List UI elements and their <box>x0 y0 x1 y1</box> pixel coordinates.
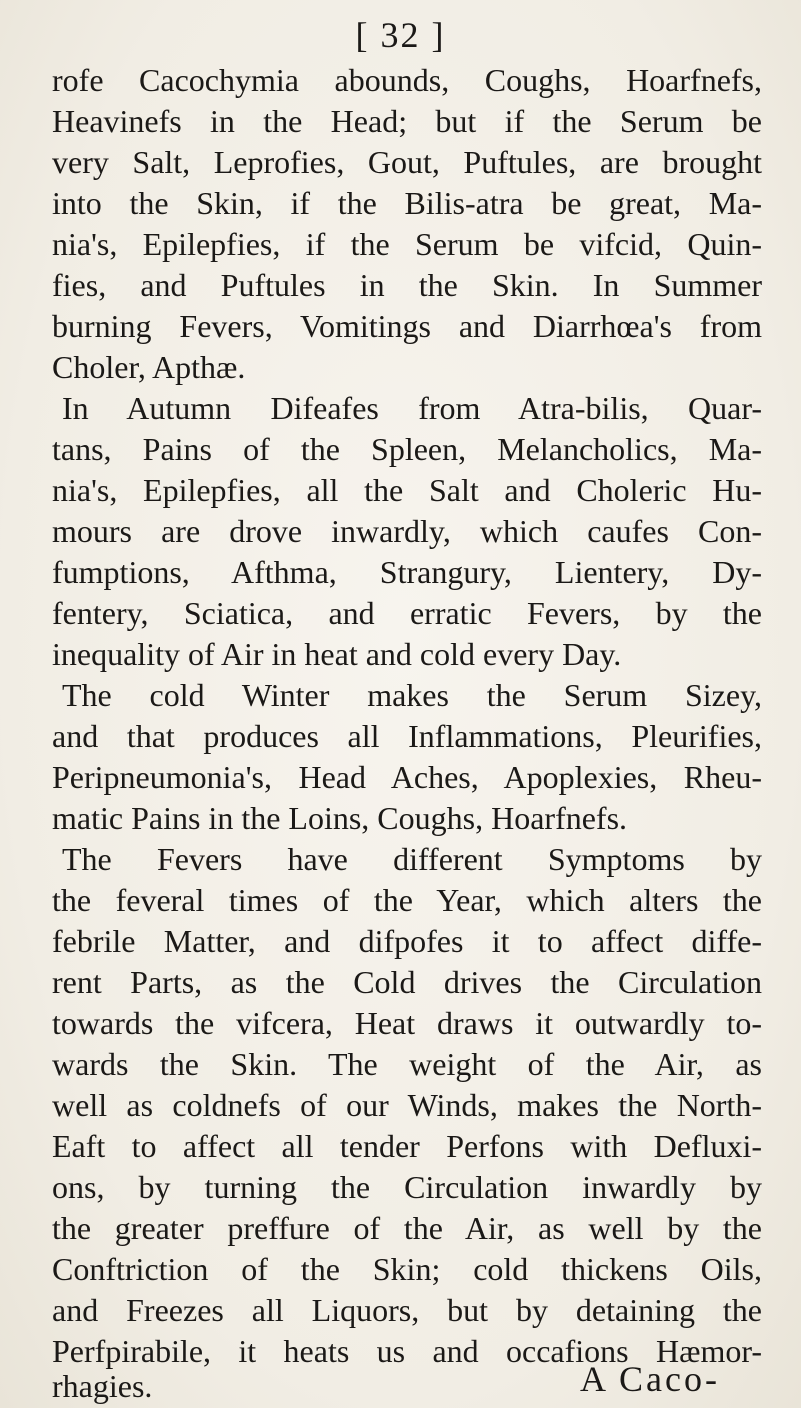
text-line: nia's, Epilepfies, all the Salt and Choleric Hu- <box>52 472 762 508</box>
paragraph-start-autumn: In Autumn Difeafes from Atra-bilis, Quar- <box>62 390 762 426</box>
text-line: tans, Pains of the Spleen, Melancholics, Ma- <box>52 431 762 467</box>
text-line: and that produces all Inflammations, Pleurifies, <box>52 718 762 754</box>
text-line: rent Parts, as the Cold drives the Circulation <box>52 964 762 1000</box>
text-line: febrile Matter, and difpofes it to affect diffe- <box>52 923 762 959</box>
text-line: wards the Skin. The weight of the Air, as <box>52 1046 762 1082</box>
paragraph-start-winter: The cold Winter makes the Serum Sizey, <box>62 677 762 713</box>
text-line: very Salt, Leprofies, Gout, Puftules, are brought <box>52 144 762 180</box>
text-line: nia's, Epilepfies, if the Serum be vifcid, Quin- <box>52 226 762 262</box>
text-line: the feveral times of the Year, which alters the <box>52 882 762 918</box>
text-line: Choler, Apthæ. <box>52 349 246 385</box>
text-line: inequality of Air in heat and cold every Day. <box>52 636 622 672</box>
text-line: fentery, Sciatica, and erratic Fevers, by the <box>52 595 762 631</box>
text-line: Perfpirabile, it heats us and occafions Hæmor- <box>52 1333 762 1369</box>
page-number: [ 32 ] <box>355 15 446 55</box>
text-line: fumptions, Afthma, Strangury, Lientery, Dy- <box>52 554 762 590</box>
text-line: into the Skin, if the Bilis-atra be great, Ma- <box>52 185 762 221</box>
text-line: matic Pains in the Loins, Coughs, Hoarfnefs. <box>52 800 628 836</box>
text-line: ons, by turning the Circulation inwardly by <box>52 1169 762 1205</box>
text-line: burning Fevers, Vomitings and Diarrhœa's from <box>52 308 762 344</box>
text-line: Heavinefs in the Head; but if the Serum be <box>52 103 762 139</box>
text-line: rhagies. <box>52 1368 153 1404</box>
text-line: Eaft to affect all tender Perfons with Defluxi- <box>52 1128 762 1164</box>
text-line: Peripneumonia's, Head Aches, Apoplexies, Rheu- <box>52 759 762 795</box>
text-line: Conftriction of the Skin; cold thickens Oils, <box>52 1251 762 1287</box>
text-line: towards the vifcera, Heat draws it outwardly to- <box>52 1005 762 1041</box>
text-line: fies, and Puftules in the Skin. In Summer <box>52 267 762 303</box>
text-line: rofe Cacochymia abounds, Coughs, Hoarfnefs, <box>52 62 762 98</box>
catchword: A Caco- <box>580 1359 720 1399</box>
text-line: mours are drove inwardly, which caufes Con- <box>52 513 762 549</box>
paragraph-start-fevers: The Fevers have different Symptoms by <box>62 841 762 877</box>
text-line: and Freezes all Liquors, but by detaining the <box>52 1292 762 1328</box>
text-line: well as coldnefs of our Winds, makes the North- <box>52 1087 762 1123</box>
text-line: the greater preffure of the Air, as well by the <box>52 1210 762 1246</box>
